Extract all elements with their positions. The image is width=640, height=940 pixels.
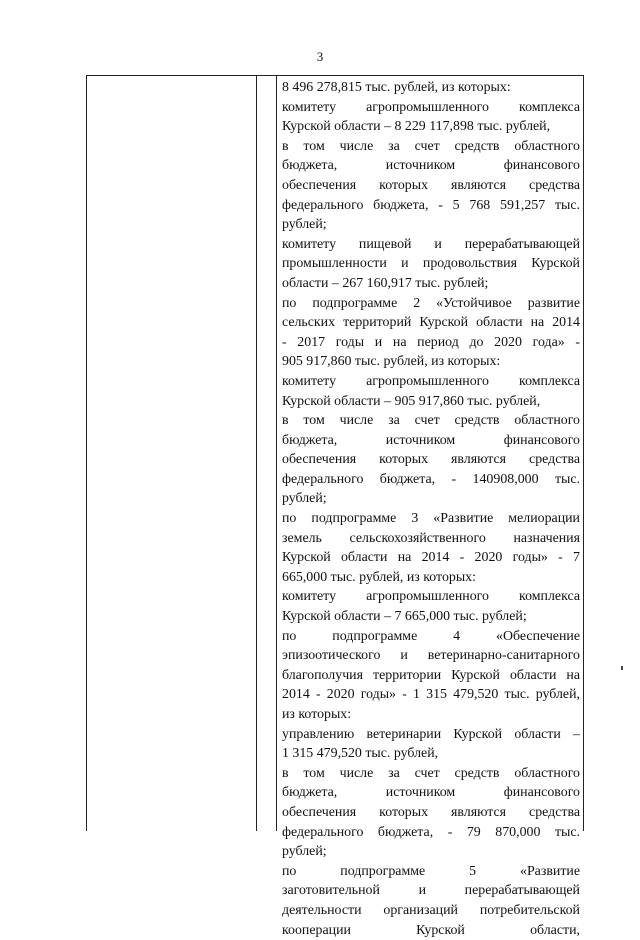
text-line: кооперации Курской области, bbox=[282, 922, 580, 938]
column-divider-left bbox=[256, 76, 257, 831]
text-line: федерального бюджета, - 79 870,000 тыс. bbox=[282, 824, 580, 840]
text-line: комитету агропромышленного комплекса bbox=[282, 589, 580, 605]
text-line: 1 315 479,520 тыс. рублей, bbox=[282, 746, 439, 762]
text-line: в том числе за счет средств областного bbox=[282, 765, 580, 781]
text-line: рублей; bbox=[282, 844, 327, 860]
text-line: Курской области – 905 917,860 тыс. рублей, bbox=[282, 393, 541, 409]
text-line: обеспечения которых являются средства bbox=[282, 452, 580, 468]
text-line: в том числе за счет средств областного bbox=[282, 138, 580, 154]
text-line: комитету агропромышленного комплекса bbox=[282, 99, 580, 115]
column-divider-right bbox=[276, 76, 277, 831]
text-line: бюджета, источником финансового bbox=[282, 158, 580, 174]
text-line: рублей; bbox=[282, 491, 327, 507]
table-cell-text bbox=[282, 78, 580, 940]
text-line: федерального бюджета, - 140908,000 тыс. bbox=[282, 471, 580, 487]
text-line: 665,000 тыс. рублей, из которых: bbox=[282, 569, 476, 585]
text-line: эпизоотического и ветеринарно-санитарного bbox=[282, 648, 580, 664]
text-line: бюджета, источником финансового bbox=[282, 785, 580, 801]
text-line: по подпрограмме 2 «Устойчивое развитие bbox=[282, 295, 580, 311]
text-line: сельских территорий Курской области на 2014 bbox=[282, 315, 580, 331]
text-line: по подпрограмме 5 «Развитие bbox=[282, 863, 580, 879]
page-number: 3 bbox=[316, 49, 324, 64]
text-line: комитету пищевой и перерабатывающей bbox=[282, 236, 580, 252]
text-line: Курской области – 8 229 117,898 тыс. рублей, bbox=[282, 119, 551, 135]
text-line: по подпрограмме 3 «Развитие мелиорации bbox=[282, 511, 580, 527]
text-line: рублей; bbox=[282, 217, 327, 233]
text-line: по подпрограмме 4 «Обеспечение bbox=[282, 628, 580, 644]
text-line: в том числе за счет средств областного bbox=[282, 413, 580, 429]
text-line: 2014 - 2020 годы» - 1 315 479,520 тыс. рублей, bbox=[282, 687, 580, 703]
text-line: федерального бюджета, - 5 768 591,257 тыс. bbox=[282, 197, 580, 213]
text-line: земель сельскохозяйственного назначения bbox=[282, 530, 580, 546]
text-line: обеспечения которых являются средства bbox=[282, 804, 580, 820]
text-line: Курской области – 7 665,000 тыс. рублей; bbox=[282, 609, 527, 625]
text-line: промышленности и продовольствия Курской bbox=[282, 256, 580, 272]
text-line: бюджета, источником финансового bbox=[282, 432, 580, 448]
text-line: комитету агропромышленного комплекса bbox=[282, 373, 580, 389]
text-line: заготовительной и перерабатывающей bbox=[282, 883, 580, 899]
text-line: 8 496 278,815 тыс. рублей, из которых: bbox=[282, 80, 511, 95]
text-line: 905 917,860 тыс. рублей, из которых: bbox=[282, 354, 501, 370]
text-line: управлению ветеринарии Курской области – bbox=[282, 726, 580, 742]
text-line: из которых: bbox=[282, 707, 352, 722]
text-line: обеспечения которых являются средства bbox=[282, 177, 580, 193]
scan-artifact-mark bbox=[621, 666, 623, 670]
text-line: Курской области на 2014 - 2020 годы» - 7 bbox=[282, 550, 580, 566]
text-line: - 2017 годы и на период до 2020 года» - bbox=[282, 334, 580, 350]
text-line: деятельности организаций потребительской bbox=[282, 902, 580, 918]
text-line: области – 267 160,917 тыс. рублей; bbox=[282, 275, 489, 291]
text-line: благополучия территории Курской области на bbox=[282, 667, 580, 683]
